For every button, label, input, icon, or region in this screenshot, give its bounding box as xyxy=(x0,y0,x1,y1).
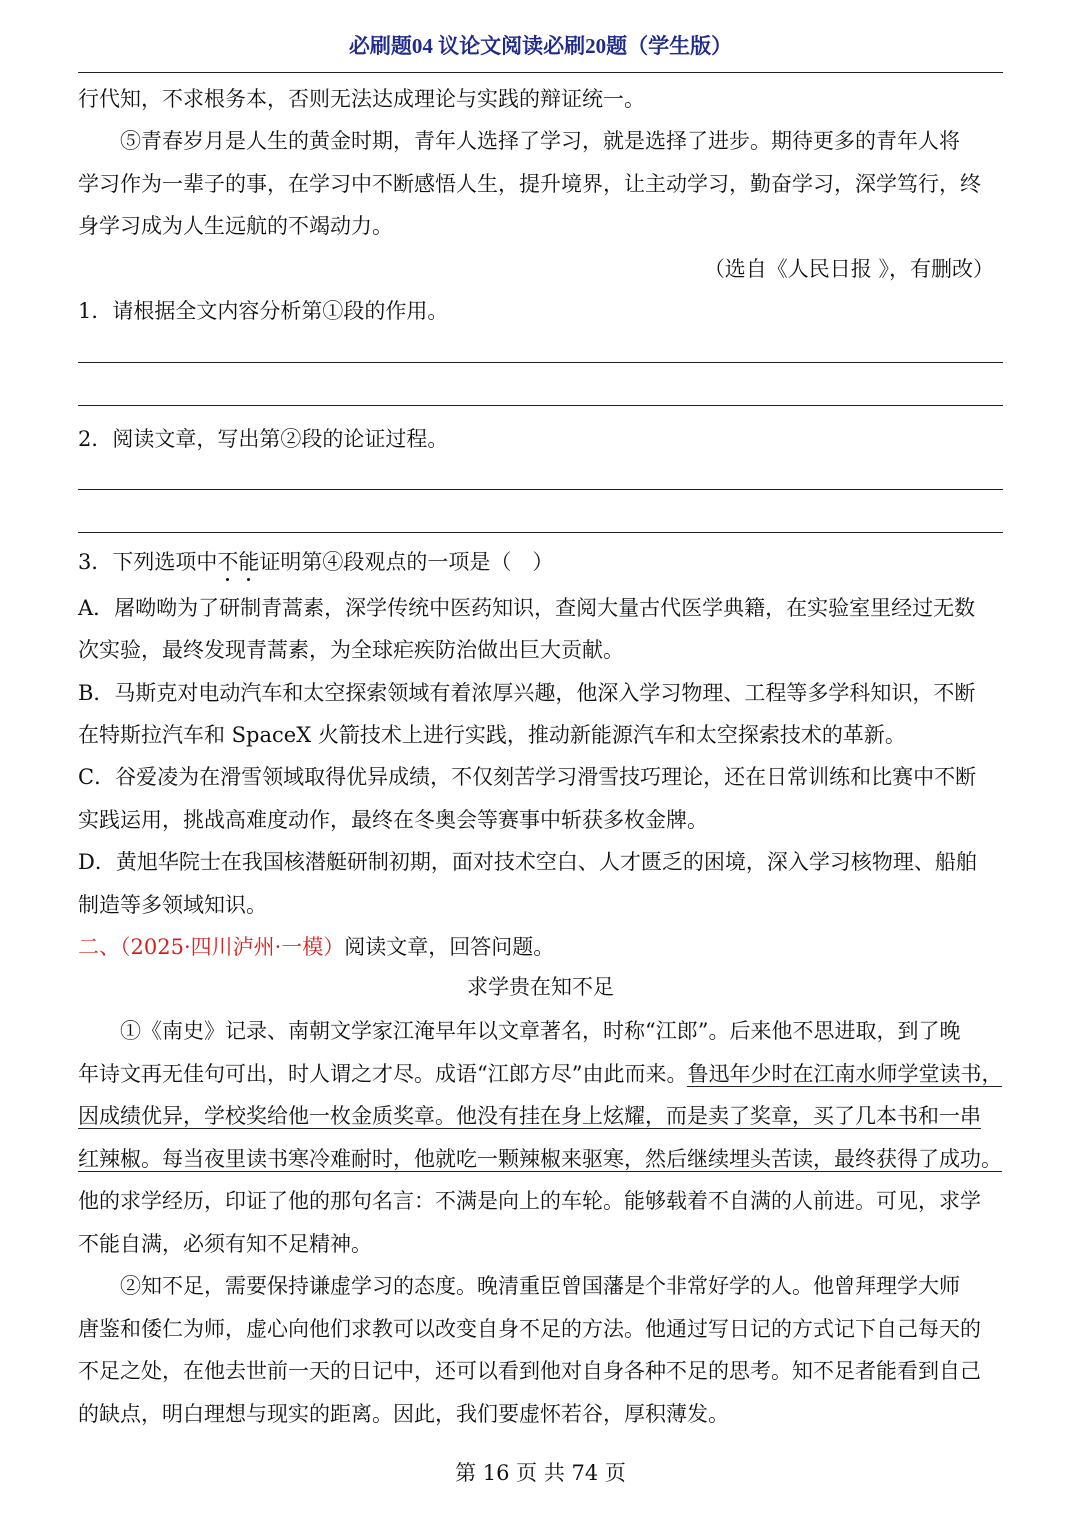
option-a-line-1[interactable]: A．屠呦呦为了研制青蒿素，深学传统中医药知识，查阅大量古代医学典籍，在实验室里经过无数 xyxy=(78,596,976,620)
article-p2-line-3: 不足之处，在他去世前一天的日记中，还可以看到他对自身各种不足的思考。知不足者能看到自己 xyxy=(78,1359,981,1383)
answer-line[interactable] xyxy=(78,489,1003,490)
section-number: 二、 xyxy=(78,935,120,959)
article-p2-line-1: ②知不足，需要保持谦虚学习的态度。晚清重臣曾国藩是个非常好学的人。他曾拜理学大师 xyxy=(120,1274,960,1298)
paragraph-5-line-1: ⑤青春岁月是人生的黄金时期，青年人选择了学习，就是选择了进步。期待更多的青年人将 xyxy=(120,129,960,153)
section-2-heading xyxy=(78,932,1003,962)
passage-continued-line: 行代知，不求根务本，否则无法达成理论与实践的辩证统一。 xyxy=(78,87,645,111)
article-p1-line-5: 他的求学经历，印证了他的那句名言：不满是向上的车轮。能够载着不自满的人前进。可见，求学 xyxy=(78,1189,981,1213)
question-3-prefix: 3．下列选项中 xyxy=(78,550,218,574)
option-b-line-1[interactable]: B．马斯克对电动汽车和太空探索领域有着浓厚兴趣，他深入学习物理、工程等多学科知识，不断 xyxy=(78,681,976,705)
page-header-title: 必刷题04 议论文阅读必刷20题（学生版） xyxy=(348,34,733,58)
article-title: 求学贵在知不足 xyxy=(467,975,614,999)
answer-line[interactable] xyxy=(78,405,1003,406)
article-p2-line-4: 的缺点，明白理想与现实的距离。因此，我们要虚怀若谷，厚积薄发。 xyxy=(78,1402,729,1426)
article-p1-line-3 xyxy=(78,1101,1003,1131)
option-a-line-2: 次实验，最终发现青蒿素，为全球疟疾防治做出巨大贡献。 xyxy=(78,638,624,662)
exam-source-tag: （2025·四川泸州·一模） xyxy=(120,935,345,959)
underlined-text: 红辣椒。每当夜里读书寒冷难耐时，他就吃一颗辣椒来驱寒，然后继续埋头苦读，最终获得了成功。 xyxy=(78,1147,1002,1171)
question-3-suffix: 证明第④段观点的一项是（ ） xyxy=(259,550,554,574)
question-1: 1．请根据全文内容分析第①段的作用。 xyxy=(78,299,449,323)
page-footer-number: 第 16 页 共 74 页 xyxy=(455,1461,626,1485)
header-divider xyxy=(78,72,1003,73)
paragraph-5-line-2: 学习作为一辈子的事，在学习中不断感悟人生，提升境界，让主动学习，勤奋学习，深学笃行，终 xyxy=(78,172,981,196)
option-d-line-2: 制造等多领域知识。 xyxy=(78,893,267,917)
question-3 xyxy=(78,547,1003,577)
paragraph-5-line-3: 身学习成为人生远航的不竭动力。 xyxy=(78,214,393,238)
question-2: 2．阅读文章，写出第②段的论证过程。 xyxy=(78,427,449,451)
article-p1-line-4 xyxy=(78,1144,1003,1174)
option-c-line-1[interactable]: C．谷爱凌为在滑雪领域取得优异成绩，不仅刻苦学习滑雪技巧理论，还在日常训练和比赛中不断 xyxy=(78,765,977,789)
article-p1-line-2-text: 年诗文再无佳句可出，时人谓之才尽。成语“江郎方尽”由此而来。 xyxy=(78,1062,688,1086)
emphasis-char: 不 xyxy=(217,547,238,577)
underlined-text: 鲁迅年少时在江南水师学堂读书， xyxy=(687,1062,1003,1086)
underlined-text: 因成绩优异，学校奖给他一枚金质奖章。他没有挂在身上炫耀，而是卖了奖章，买了几本书和一串 xyxy=(78,1104,981,1128)
source-citation: （选自《人民日报 》，有删改） xyxy=(703,257,994,281)
article-p1-line-6: 不能自满，必须有知不足精神。 xyxy=(78,1232,372,1256)
article-p1-line-1: ①《南史》记录、南朝文学家江淹早年以文章著名，时称“江郎”。后来他不思进取，到了晚 xyxy=(120,1019,961,1043)
section-instruction: 阅读文章，回答问题。 xyxy=(344,935,555,959)
option-c-line-2: 实践运用，挑战高难度动作，最终在冬奥会等赛事中斩获多枚金牌。 xyxy=(78,808,708,832)
option-b-line-2: 在特斯拉汽车和 SpaceX 火箭技术上进行实践，推动新能源汽车和太空探索技术的革新。 xyxy=(78,723,906,747)
emphasis-char: 能 xyxy=(238,547,259,577)
option-d-line-1[interactable]: D．黄旭华院士在我国核潜艇研制初期，面对技术空白、人才匮乏的困境，深入学习核物理、船舶 xyxy=(78,850,977,874)
article-p1-line-2 xyxy=(78,1059,1003,1089)
article-p2-line-2: 唐鉴和倭仁为师，虚心向他们求教可以改变自身不足的方法。他通过写日记的方式记下自己每天的 xyxy=(78,1317,981,1341)
answer-line[interactable] xyxy=(78,532,1003,533)
answer-line[interactable] xyxy=(78,362,1003,363)
